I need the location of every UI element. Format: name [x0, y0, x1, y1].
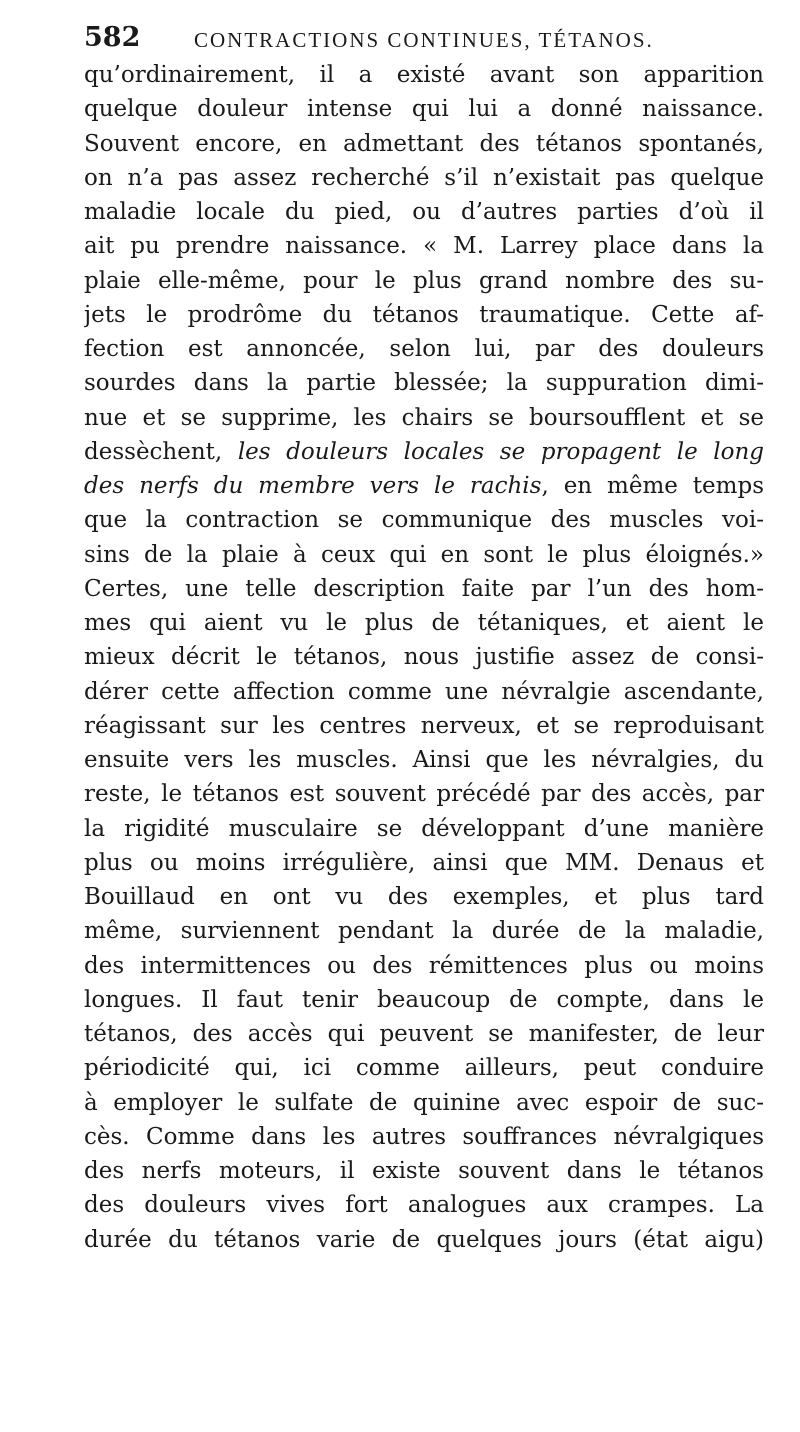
text-line: quelque douleur intense qui lui a donné naissance.: [84, 96, 764, 123]
text-line: ait pu prendre naissance. « M. Larrey place dans la: [84, 233, 764, 260]
text-line: la rigidité musculaire se développant d’une manière: [84, 815, 764, 842]
text-line: nue et se supprime, les chairs se boursoufflent et se: [84, 404, 764, 431]
page-header: [0, 22, 800, 62]
text-line: des douleurs vives fort analogues aux crampes. La: [84, 1192, 764, 1219]
text-line: mes qui aient vu le plus de tétaniques, et aient le: [84, 610, 764, 636]
text-line: à employer le sulfate de quinine avec espoir de suc-: [84, 1089, 764, 1116]
text-line: que la contraction se communique des muscles voi-: [84, 507, 764, 534]
italic-fragment: les douleurs locales se propagent le long: [237, 438, 764, 465]
text-line: cès. Comme dans les autres souffrances névralgiques: [84, 1123, 764, 1150]
text-line: réagissant sur les centres nerveux, et se reproduisant: [84, 712, 764, 739]
text-line: maladie locale du pied, ou d’autres parties d’où il: [84, 199, 764, 225]
page-number: 582: [84, 22, 141, 53]
text-line: mieux décrit le tétanos, nous justifie assez de consi-: [84, 644, 764, 671]
text-line: dérer cette affection comme une névralgie ascendante,: [84, 678, 764, 705]
text-line: ensuite vers les muscles. Ainsi que les névralgies, du: [84, 747, 764, 773]
text-fragment: , en même temps: [541, 473, 764, 499]
text-line: reste, le tétanos est souvent précédé par des accès, par: [84, 781, 764, 808]
running-title: CONTRACTIONS CONTINUES, TÉTANOS.: [194, 28, 654, 52]
text-line: fection est annoncée, selon lui, par des douleurs: [84, 336, 764, 362]
text-line: Bouillaud en ont vu des exemples, et plus tard: [84, 884, 764, 910]
text-line: sourdes dans la partie blessée; la suppuration dimi-: [84, 370, 764, 397]
text-line: plaie elle-même, pour le plus grand nombre des su-: [84, 267, 764, 294]
text-fragment: dessèchent,: [84, 438, 223, 465]
text-line: jets le prodrôme du tétanos traumatique. Cette af-: [84, 301, 764, 328]
text-line: des nerfs moteurs, il existe souvent dans le tétanos: [84, 1158, 764, 1184]
text-line: sins de la plaie à ceux qui en sont le plus éloignés.»: [84, 541, 764, 568]
text-line: plus ou moins irrégulière, ainsi que MM. Denaus et: [84, 849, 764, 876]
text-line: périodicité qui, ici comme ailleurs, peut conduire: [84, 1055, 764, 1082]
text-line: tétanos, des accès qui peuvent se manifester, de leur: [84, 1021, 764, 1047]
text-line: même, surviennent pendant la durée de la maladie,: [84, 918, 764, 945]
text-line: on n’a pas assez recherché s’il n’existait pas quelque: [84, 164, 764, 191]
text-line: longues. Il faut tenir beaucoup de compte, dans le: [84, 986, 764, 1013]
text-line: Certes, une telle description faite par l’un des hom-: [84, 575, 764, 602]
text-line: durée du tétanos varie de quelques jours (état aigu): [84, 1226, 764, 1253]
italic-fragment: des nerfs du membre vers le rachis: [84, 473, 542, 499]
text-line: des intermittences ou des rémittences plus ou moins: [84, 952, 764, 979]
text-line-mixed: [84, 469, 764, 503]
text-line: qu’ordinairement, il a existé avant son apparition: [84, 62, 764, 88]
text-line: Souvent encore, en admettant des tétanos spontanés,: [84, 130, 764, 157]
body-text: [84, 58, 764, 1257]
text-line-mixed: [84, 435, 764, 469]
